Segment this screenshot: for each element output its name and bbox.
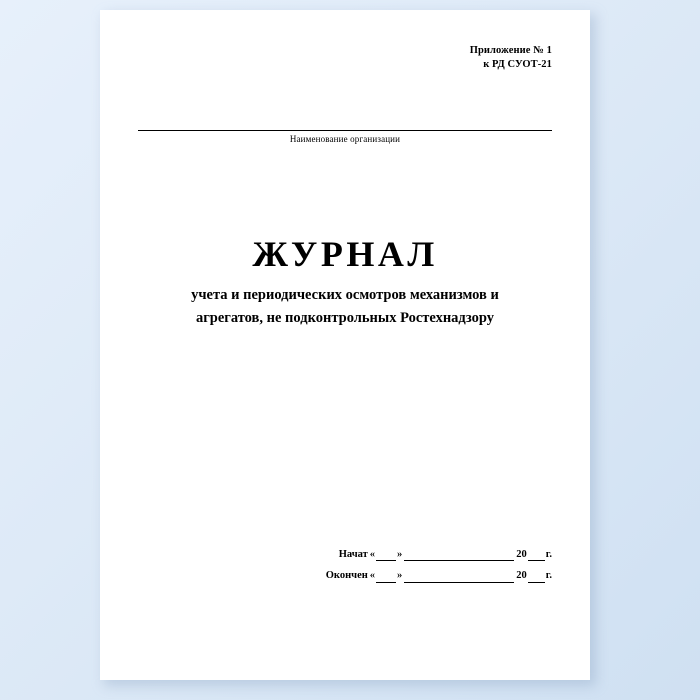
- started-year-prefix: 20: [516, 548, 527, 560]
- finished-year-blank: [528, 572, 545, 583]
- footer-block: [138, 549, 552, 592]
- organization-name-rule: [138, 130, 552, 131]
- finished-month-blank: [404, 572, 514, 583]
- started-year-blank: [528, 550, 545, 561]
- appendix-number: Приложение № 1: [469, 45, 552, 56]
- title-block: [138, 236, 552, 329]
- finished-quote-open: «: [369, 570, 376, 582]
- page-subtitle-line2: агрегатов, не подконтрольных Ростехнадзору: [195, 309, 495, 326]
- appendix-regulation: к РД СУОТ-21: [483, 59, 552, 71]
- finished-year-prefix: 20: [516, 570, 527, 582]
- document-page: [100, 10, 590, 680]
- started-quote-close: »: [397, 548, 403, 560]
- page-title: ЖУРНАЛ: [252, 234, 438, 275]
- started-day-blank: [376, 550, 396, 561]
- appendix-reference: [138, 44, 552, 72]
- finished-label: Окончен: [325, 570, 368, 582]
- finished-year-suffix: г.: [545, 570, 552, 582]
- started-year-suffix: г.: [545, 548, 552, 560]
- finished-quote-close: »: [397, 570, 403, 582]
- started-row: [138, 549, 552, 562]
- page-subtitle-line1: учета и периодических осмотров механизмов и: [191, 287, 499, 304]
- started-label: Начат: [338, 548, 368, 560]
- page-subtitle: [138, 284, 552, 329]
- started-month-blank: [404, 550, 514, 561]
- organization-name-caption: Наименование организации: [289, 134, 401, 145]
- organization-name-field: [138, 130, 552, 144]
- started-quote-open: «: [369, 548, 376, 560]
- finished-day-blank: [376, 572, 396, 583]
- finished-row: [138, 570, 552, 583]
